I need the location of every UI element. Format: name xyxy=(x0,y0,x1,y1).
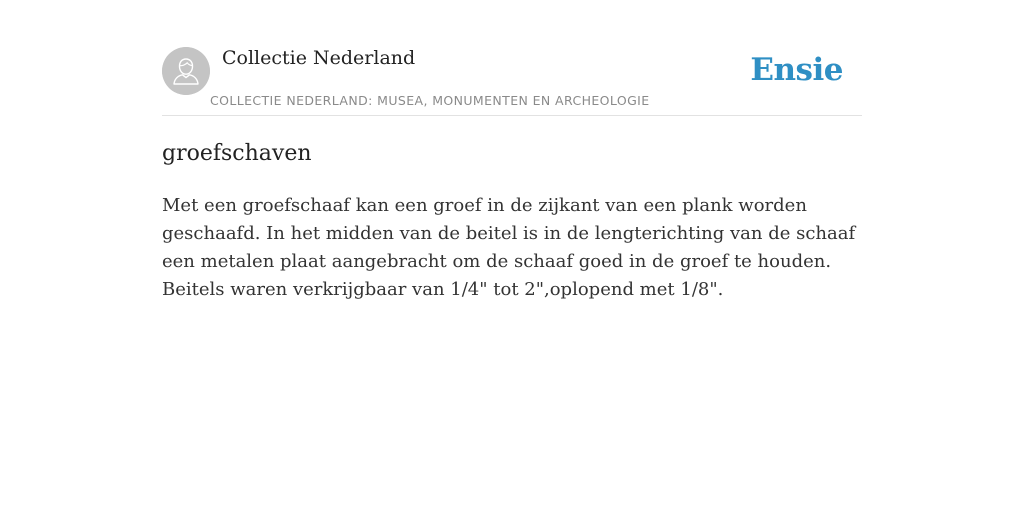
author-name[interactable]: Collectie Nederland xyxy=(222,47,416,69)
content-container xyxy=(162,0,862,300)
entry-title: groefschaven xyxy=(162,141,312,166)
author-avatar[interactable] xyxy=(162,47,210,95)
ensie-logo[interactable]: Ensie xyxy=(750,52,843,88)
author-subtitle[interactable]: COLLECTIE NEDERLAND: MUSEA, MONUMENTEN EN ARCHEOLOGIE xyxy=(210,93,650,108)
entry-header xyxy=(162,0,862,116)
entry-description: Met een groefschaaf kan een groef in de zijkant van een plank worden geschaafd. In het midden van de beitel is in de lengterichting van de schaaf een metalen plaat aangebracht om de schaaf goed in de groef te houden. Beitels waren verkrijgbaar van 1/4" tot 2",oplopend met 1/8". xyxy=(162,195,856,300)
user-silhouette-icon xyxy=(162,47,210,95)
